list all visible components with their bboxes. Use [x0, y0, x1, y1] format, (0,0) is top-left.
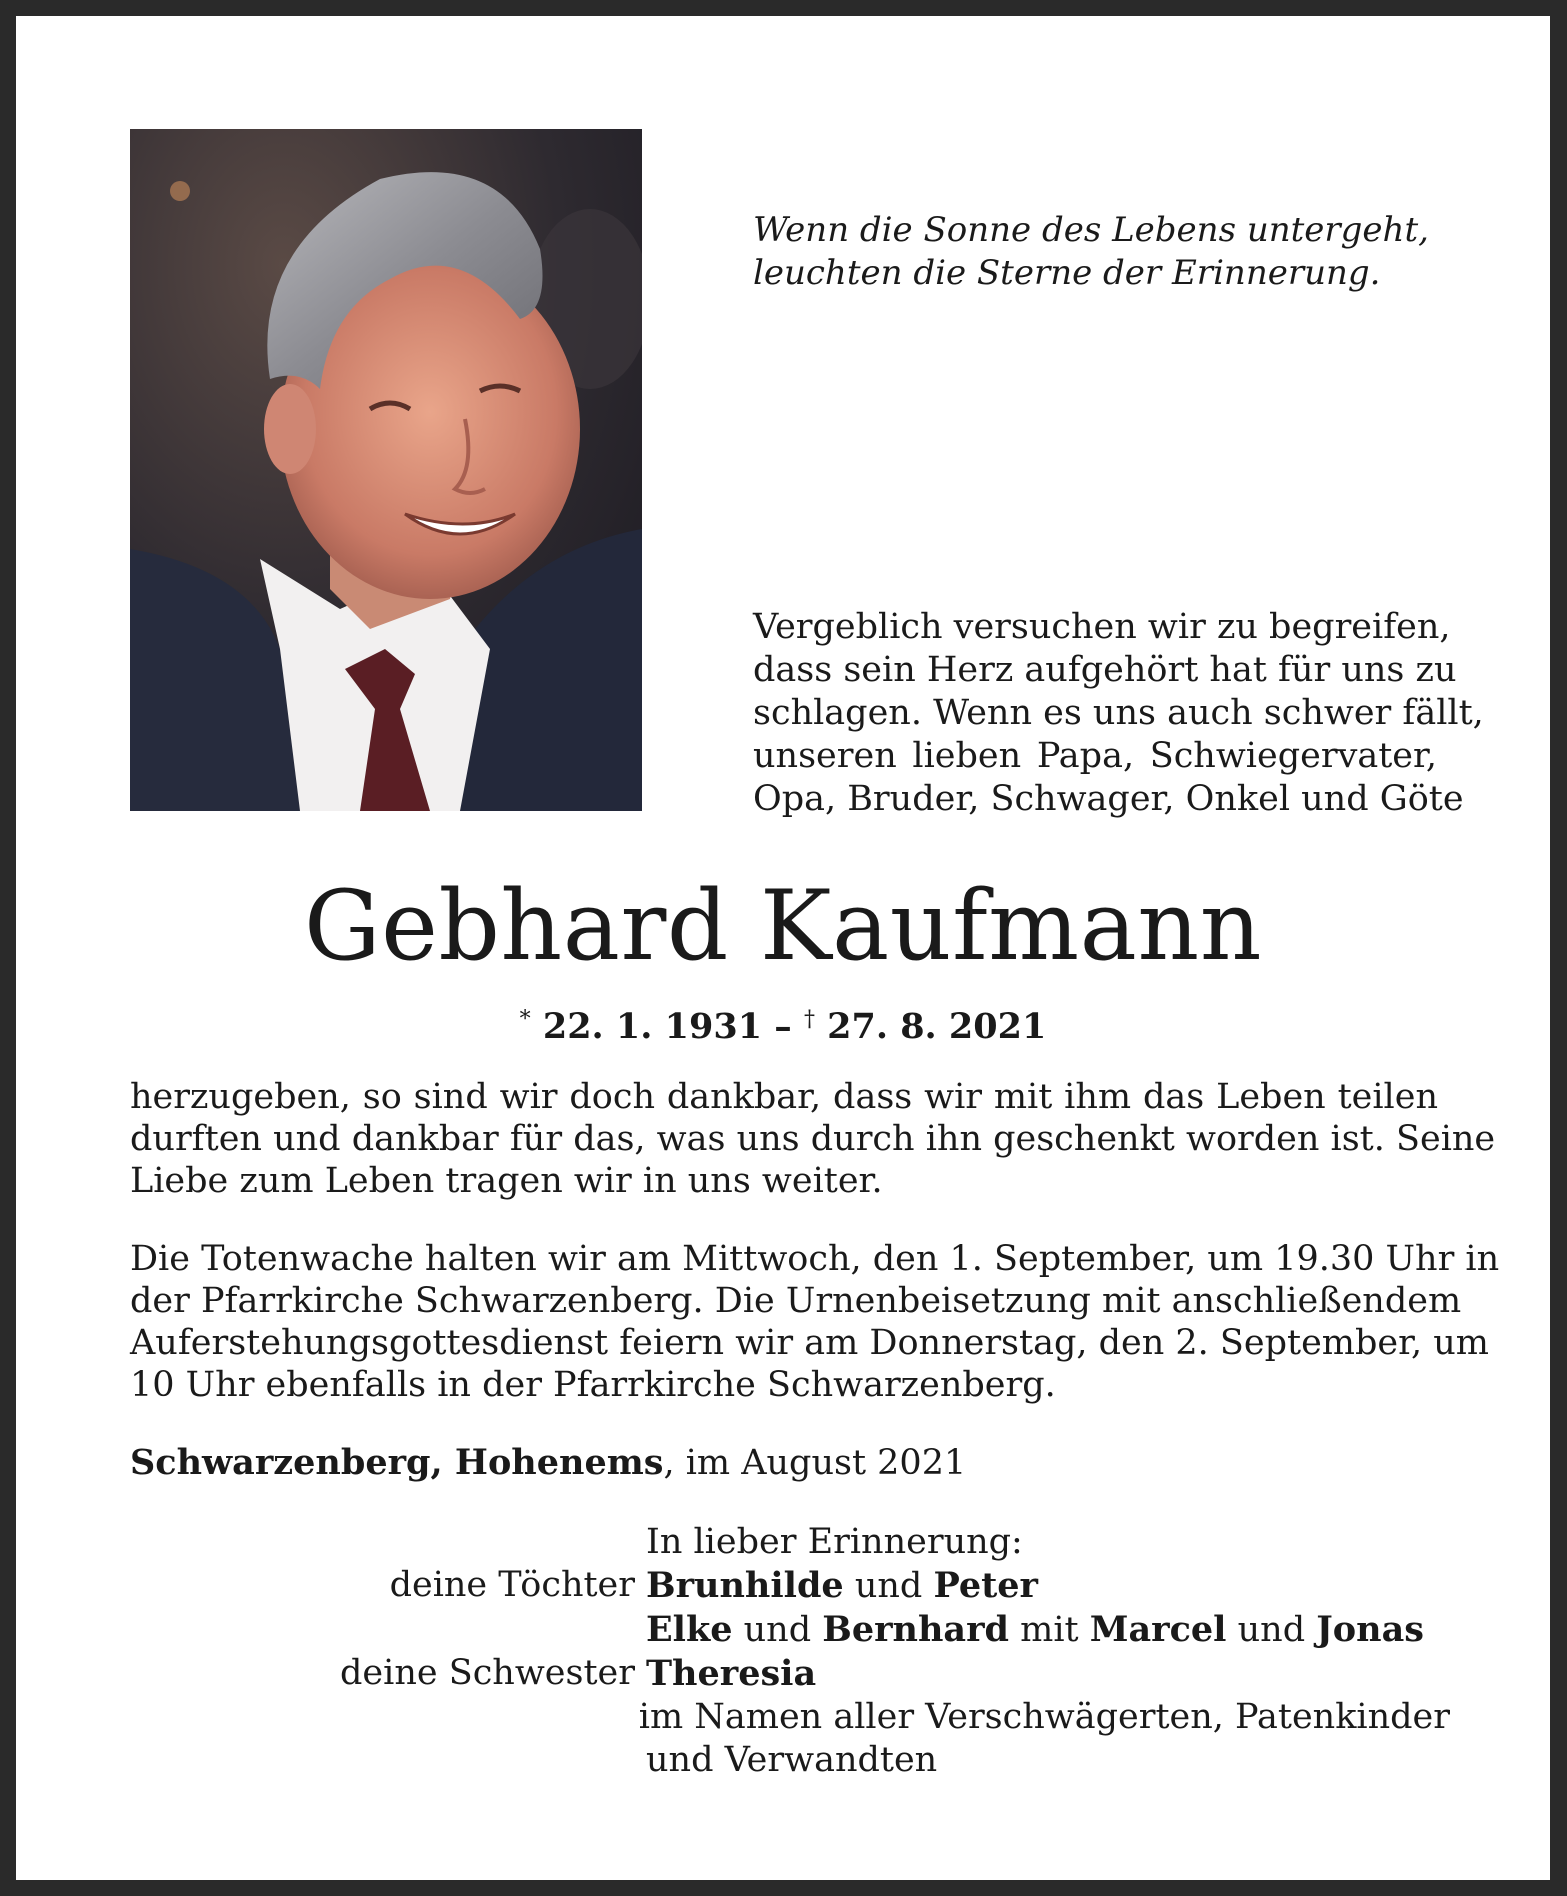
- paragraph-line: der Pfarrkirche Schwarzenberg. Die Urnenbeisetzung mit anschließendem: [130, 1281, 1462, 1321]
- intro-line: dass sein Herz aufgehört hat für uns zu: [753, 650, 1457, 690]
- intro-line: schlagen. Wenn es uns auch schwer fällt,: [753, 693, 1484, 733]
- portrait-photo: [130, 129, 642, 811]
- mourners-list: [130, 1521, 1450, 1782]
- place-and-date: [130, 1441, 966, 1485]
- gratitude-paragraph: [130, 1076, 1496, 1202]
- mourner-name: Peter: [933, 1565, 1038, 1606]
- portrait-illustration: [130, 129, 642, 811]
- birth-date: 22. 1. 1931: [542, 1006, 763, 1047]
- birth-symbol: *: [519, 1007, 531, 1032]
- paragraph-line: Auferstehungsgottesdienst feiern wir am Donnerstag, den 2. September, um: [130, 1323, 1489, 1363]
- death-symbol: †: [803, 1007, 815, 1032]
- mourner-name: Marcel: [1089, 1609, 1227, 1650]
- others-line: und Verwandten: [646, 1740, 938, 1780]
- obituary-page: [16, 16, 1550, 1880]
- mourner-name: Bernhard: [822, 1609, 1010, 1650]
- connector: und: [732, 1610, 823, 1650]
- daughters-row: [130, 1564, 1450, 1608]
- mourner-name: Elke: [646, 1609, 733, 1650]
- intro-line: Opa, Bruder, Schwager, Onkel und Göte: [753, 779, 1464, 819]
- date-separator: –: [774, 1006, 792, 1047]
- paragraph-line: Liebe zum Leben tragen wir in uns weiter.: [130, 1161, 883, 1201]
- deceased-name: Gebhard Kaufmann: [303, 870, 1263, 982]
- intro-line: unseren lieben Papa, Schwiegervater,: [753, 736, 1437, 776]
- paragraph-line: herzugeben, so sind wir doch dankbar, dass wir mit ihm das Leben teilen: [130, 1077, 1438, 1117]
- towns: Schwarzenberg, Hohenems: [130, 1442, 664, 1483]
- daughters-label: deine Töchter: [389, 1565, 635, 1605]
- others-row: [130, 1696, 1450, 1739]
- others-line: im Namen aller Verschwägerten, Patenkinder: [638, 1697, 1450, 1737]
- daughter-family-row: [130, 1608, 1450, 1652]
- connector: und: [843, 1566, 934, 1606]
- death-date: 27. 8. 2021: [827, 1006, 1047, 1047]
- memorial-quote: [753, 209, 1473, 295]
- intro-line: Vergeblich versuchen wir zu begreifen,: [753, 607, 1451, 647]
- mourner-name: Jonas: [1316, 1609, 1424, 1650]
- quote-line: Wenn die Sonne des Lebens untergeht,: [753, 210, 1429, 250]
- intro-text: [753, 606, 1484, 821]
- mourner-name: Brunhilde: [646, 1565, 844, 1606]
- others-row: [130, 1739, 1450, 1782]
- life-dates: [16, 998, 1550, 1049]
- quote-line: leuchten die Sterne der Erinnerung.: [753, 253, 1381, 293]
- paragraph-line: durften und dankbar für das, was uns durch ihn geschenkt worden ist. Seine: [130, 1119, 1496, 1159]
- mourners-heading-row: [130, 1521, 1450, 1564]
- paragraph-line: 10 Uhr ebenfalls in der Pfarrkirche Schwarzenberg.: [130, 1365, 1056, 1405]
- connector: mit: [1009, 1610, 1090, 1650]
- sister-row: [130, 1652, 1450, 1696]
- month-year: , im August 2021: [663, 1443, 967, 1483]
- connector: und: [1226, 1610, 1317, 1650]
- mourner-name: Theresia: [646, 1653, 817, 1694]
- sister-label: deine Schwester: [340, 1653, 635, 1693]
- paragraph-line: Die Totenwache halten wir am Mittwoch, den 1. September, um 19.30 Uhr in: [130, 1239, 1500, 1279]
- funeral-details-paragraph: [130, 1238, 1500, 1406]
- mourners-heading: In lieber Erinnerung:: [646, 1522, 1023, 1562]
